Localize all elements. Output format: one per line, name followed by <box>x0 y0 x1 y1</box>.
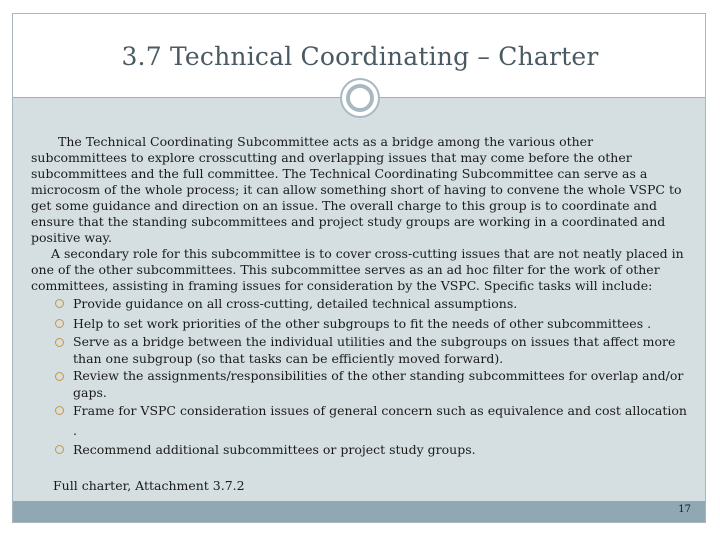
list-item <box>73 294 691 314</box>
list-item <box>73 314 691 334</box>
list-item <box>73 333 691 367</box>
hollow-circle-bullet-icon <box>55 445 64 454</box>
task-text: Help to set work priorities of the other subgroups to fit the needs of other subcommittees . <box>73 315 652 331</box>
task-text: Serve as a bridge between the individual utilities and the subgroups on issues that affect more than one subgroup (so that tasks can be efficiently moved forward). <box>73 334 676 366</box>
footer-bar <box>13 501 705 522</box>
hollow-circle-bullet-icon <box>55 299 64 308</box>
slide-number: 17 <box>678 504 691 515</box>
double-circle-icon <box>340 78 380 118</box>
task-text: Recommend additional subcommittees or project study groups. <box>73 442 476 457</box>
paragraph-2: A secondary role for this subcommittee is to cover cross-cutting issues that are not neatly placed in one of the other subcommittees. This subcommittee serves as an ad hoc filter for the work of other committees, assisting in framing issues for consideration by the VSPC. Specific tasks will include: <box>31 246 684 293</box>
list-item <box>73 440 691 460</box>
hollow-circle-bullet-icon <box>55 338 64 347</box>
inner-circle <box>346 84 374 112</box>
task-list <box>31 294 691 460</box>
full-charter-reference: Full charter, Attachment 3.7.2 <box>53 478 245 493</box>
task-text: Review the assignments/responsibilities of the other standing subcommittees for overlap and/or gaps. <box>73 368 684 400</box>
hollow-circle-bullet-icon <box>55 319 64 328</box>
hollow-circle-bullet-icon <box>55 372 64 381</box>
task-text: Provide guidance on all cross-cutting, detailed technical assumptions. <box>73 296 518 311</box>
list-item <box>73 401 691 440</box>
hollow-circle-bullet-icon <box>55 406 64 415</box>
list-item <box>73 367 691 401</box>
slide-body <box>31 134 691 460</box>
paragraph-1: The Technical Coordinating Subcommittee acts as a bridge among the various other subcommittees to explore crosscutting and overlapping issues that may come before the other subcommittees and the full committee. The Technical Coordinating Subcommittee can serve as a microcosm of the whole process; it can allow something short of having to convene the whole VSPC to get some guidance and direction on an issue. The overall charge to this group is to coordinate and ensure that the standing subcommittees and project study groups are working in a coordinated and positive way. <box>31 134 682 245</box>
slide-title: 3.7 Technical Coordinating – Charter <box>121 42 599 71</box>
task-text: Frame for VSPC consideration issues of general concern such as equivalence and cost allocation . <box>73 403 687 438</box>
